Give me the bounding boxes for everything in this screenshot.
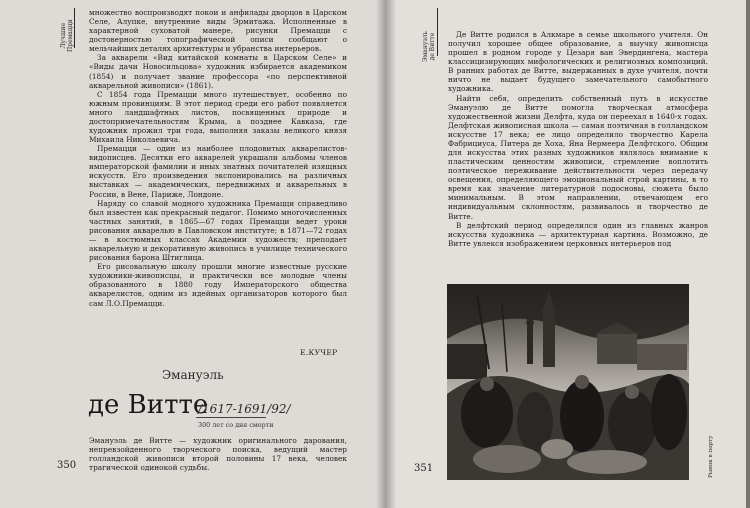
- author-signature: Е.КУЧЕР: [300, 348, 338, 357]
- title-rule: [196, 417, 266, 418]
- running-head-rule: [74, 8, 75, 48]
- painting-illustration: [447, 284, 689, 480]
- running-head-right: [422, 31, 436, 62]
- article-title: де Витте: [88, 390, 209, 420]
- article-first-name: Эмануэль: [162, 368, 224, 382]
- running-head-line: де Витте: [429, 32, 436, 61]
- article-dates: /1617-1691/92/: [198, 402, 291, 416]
- running-head-left: [60, 19, 74, 52]
- paragraph: Найти себя, определить собственный путь в искусстве Эмануэлю де Витте помогла творческая атмосфера художественной жизни Делфта, куда он переехал в 1640-х годах. Делфтская живописная школа — самая поэтичная в голландском искусстве 17 века; ее лицо определило творчество Карела Фабрициуса, Питера де Хоха, Яна Вермеера Делфтского. Общим для искусства этих разных художников являлось внимание к пластическим ценностям живописи, стремление воплотить поэтическое переживание действительности через передачу освещения, определяющего эмоциональный строй картины, в то время как значение литературной подосновы, сюжета было минимальным. В этом направлении, отвечающем его индивидуальным склонностям, развивалось и творчество де Витте.: [448, 93, 708, 221]
- paragraph: Наряду со славой модного художника Премацци справедливо был известен как прекрасный педагог. Помимо многочисленных частных занятий, в 1865—67 годах Премацци ведет уроки рисования акварелью в Павловском институте; в 1871—72 годах — в костюмных классах Академии художеств; преподает акварельную и декоративную живопись в училище технического рисования барона Штиглица.: [89, 198, 347, 263]
- paragraph: множество воспроизводят покои и анфилады дворцов в Царском Селе, Алупке, внутренние виды Эрмитажа. Исполненные в характерной суховатой манере, рисунки Премацци с достоверностью топографической описи сообщают о мельчайших деталях архитектуры и убранства интерьеров.: [89, 8, 347, 54]
- page-number-left: 350: [57, 460, 77, 471]
- right-body-text: [448, 30, 708, 248]
- page-number-right: 351: [414, 463, 434, 474]
- paragraph: С 1854 года Премацци много путешествует, особенно по южным провинциям. В этот период среди его работ появляется много ландшафтных листов, посвященных природе и достопримечательностям Крыма, а позднее Кавказа, где художник прожил три года, выполняя заказы великого князя Михаила Николаевича.: [89, 89, 347, 145]
- article-intro: [89, 436, 347, 472]
- paragraph: Его рисовальную школу прошли многие известные русские художники-живописцы, и практически все молодые члены образованного в 1880 году Императорского общества акварелистов, одним из идейных организаторов которого был сам Л.О.Премацци.: [89, 262, 347, 308]
- left-body-text: [89, 8, 347, 308]
- running-head-rule: [437, 8, 438, 56]
- paragraph: За акварели «Вид китайской комнаты в Царском Селе» и «Виды дачи Новосильцова» художник избирается академиком (1854) и получает звание профессора «по перспективной акварельной живописи» (1861).: [89, 53, 347, 90]
- running-head-line: Премацци: [67, 19, 74, 52]
- article-subtitle: 300 лет со дня смерти: [198, 421, 274, 429]
- running-head-line: Эмануэль: [422, 31, 429, 62]
- paragraph: В делфтский период определился один из главных жанров искусства художника — архитектурная картина. Возможно, де Витте увлекся изображением церковных интерьеров под: [448, 220, 708, 248]
- paragraph: Эмануэль де Витте — художник оригинального дарования, непревзойденного творческого поиска, ведущий мастер голландской живописи второй половины 17 века, человек трагической одинокой судьбы.: [89, 436, 347, 473]
- running-head-line: Лучшие: [60, 22, 67, 49]
- paragraph: Де Витте родился в Алкмаре в семье школьного учителя. Он получил хорошее общее образование, а выучку живописца прошел в родном городе у Цезаря ван Эвердингена, мастера классицизирующих мифологических и религиозных композиций. В ранних работах де Витте, выдержанных в духе учителя, почти ничто не выдает будущего замечательного самобытного художника.: [448, 30, 708, 94]
- figure-caption: Рынок в порту: [708, 435, 714, 478]
- paragraph: Премацци — один из наиболее плодовитых акварелистов-видописцев. Десятки его акварелей украшали альбомы членов императорской фамилии и иных знатных почитателей изящных искусств. Его произведения экспонировались на различных выставках — академических, передвижных и акварельных в России, в Вене, Париже, Лондоне.: [89, 144, 347, 199]
- book-edge-right: [746, 0, 750, 508]
- painting-image: [447, 284, 689, 480]
